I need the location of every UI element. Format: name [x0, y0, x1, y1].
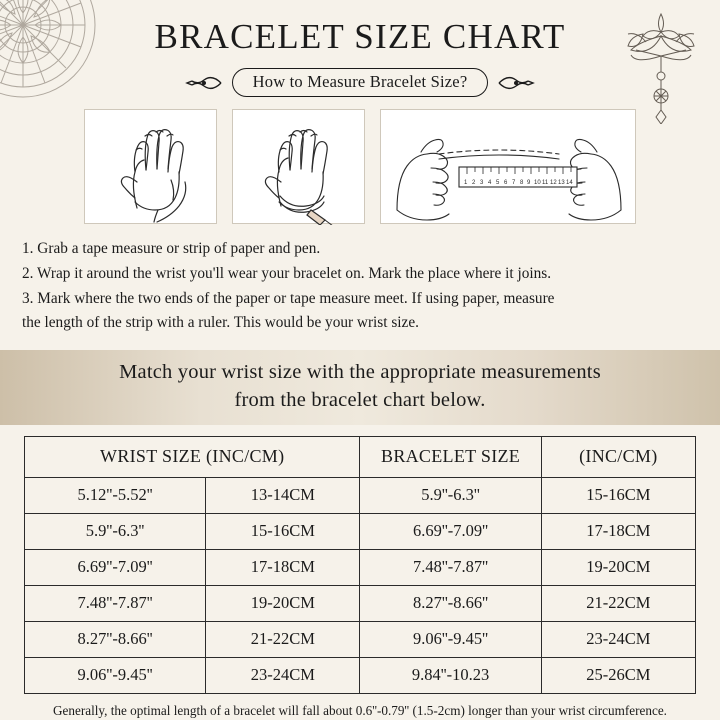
cell-wrist-inches: 5.12''-5.52'' — [25, 478, 206, 514]
cell-wrist-inches: 9.06''-9.45'' — [25, 658, 206, 694]
cell-bracelet-cm: 25-26CM — [541, 658, 695, 694]
cell-wrist-inches: 5.9''-6.3'' — [25, 514, 206, 550]
cell-bracelet-cm: 15-16CM — [541, 478, 695, 514]
table-row — [25, 550, 696, 586]
illustration-hand-with-wrapped-tape — [232, 109, 365, 224]
table-row — [25, 658, 696, 694]
header-bracelet-size: BRACELET SIZE — [360, 437, 541, 478]
flourish-right-icon — [497, 72, 535, 94]
cell-wrist-cm: 13-14CM — [206, 478, 360, 514]
cell-wrist-cm: 15-16CM — [206, 514, 360, 550]
subtitle-row — [0, 68, 720, 97]
header-bracelet-unit: (INC/CM) — [541, 437, 695, 478]
hands-with-ruler-drawing — [381, 110, 637, 225]
svg-text:12: 12 — [550, 180, 557, 186]
match-line-1: Match your wrist size with the appropriate measurements — [119, 361, 601, 384]
size-chart-table — [24, 436, 696, 694]
svg-text:1: 1 — [464, 180, 468, 186]
header-wrist-size: WRIST SIZE (INC/CM) — [25, 437, 360, 478]
cell-wrist-cm: 17-18CM — [206, 550, 360, 586]
table-header-row — [25, 437, 696, 478]
cell-wrist-inches: 6.69''-7.09'' — [25, 550, 206, 586]
instruction-step-3-continued: the length of the strip with a ruler. This would be your wrist size. — [22, 314, 419, 332]
svg-text:11: 11 — [542, 180, 549, 186]
cell-bracelet-inches: 7.48''-7.87'' — [360, 550, 541, 586]
svg-text:8: 8 — [520, 180, 524, 186]
page-title: BRACELET SIZE CHART — [154, 17, 566, 56]
svg-text:2: 2 — [472, 180, 476, 186]
cell-wrist-cm: 21-22CM — [206, 622, 360, 658]
footnote-text: Generally, the optimal length of a bracelet will fall about 0.6''-0.79'' (1.5-2cm) longer than your wrist circumference. — [53, 703, 667, 719]
instructions-list — [22, 237, 698, 336]
svg-text:13: 13 — [558, 180, 565, 186]
hand-with-tape-measure-drawing — [85, 110, 218, 225]
cell-wrist-inches: 8.27''-8.66'' — [25, 622, 206, 658]
cell-bracelet-cm: 21-22CM — [541, 586, 695, 622]
cell-wrist-cm: 23-24CM — [206, 658, 360, 694]
instruction-step-3: 3. Mark where the two ends of the paper or tape measure meet. If using paper, measure — [22, 289, 555, 307]
subtitle-pill: How to Measure Bracelet Size? — [232, 68, 489, 97]
cell-bracelet-inches: 6.69''-7.09'' — [360, 514, 541, 550]
illustration-panels — [0, 109, 720, 224]
svg-text:5: 5 — [496, 180, 500, 186]
hand-with-wrapped-tape-drawing — [233, 110, 366, 225]
cell-bracelet-cm: 19-20CM — [541, 550, 695, 586]
cell-bracelet-cm: 23-24CM — [541, 622, 695, 658]
cell-bracelet-inches: 5.9''-6.3'' — [360, 478, 541, 514]
cell-bracelet-inches: 8.27''-8.66'' — [360, 586, 541, 622]
illustration-hand-with-tape-measure — [84, 109, 217, 224]
table-row — [25, 478, 696, 514]
svg-text:14: 14 — [566, 180, 573, 186]
svg-text:3: 3 — [480, 180, 484, 186]
svg-text:10: 10 — [534, 180, 541, 186]
svg-text:7: 7 — [512, 180, 516, 186]
match-line-2: from the bracelet chart below. — [234, 388, 486, 411]
cell-bracelet-cm: 17-18CM — [541, 514, 695, 550]
cell-bracelet-inches: 9.84''-10.23 — [360, 658, 541, 694]
instruction-step-2: 2. Wrap it around the wrist you'll wear your bracelet on. Mark the place where it joins. — [22, 264, 552, 282]
table-row — [25, 586, 696, 622]
svg-text:4: 4 — [488, 180, 492, 186]
illustration-hands-measuring-strip-with-ruler — [380, 109, 636, 224]
cell-wrist-cm: 19-20CM — [206, 586, 360, 622]
cell-wrist-inches: 7.48''-7.87'' — [25, 586, 206, 622]
svg-text:6: 6 — [504, 180, 508, 186]
match-instruction-band — [0, 350, 720, 425]
table-row — [25, 622, 696, 658]
table-row — [25, 514, 696, 550]
svg-text:9: 9 — [527, 180, 531, 186]
instruction-step-1: 1. Grab a tape measure or strip of paper and pen. — [22, 240, 321, 257]
flourish-left-icon — [185, 72, 223, 94]
cell-bracelet-inches: 9.06''-9.45'' — [360, 622, 541, 658]
